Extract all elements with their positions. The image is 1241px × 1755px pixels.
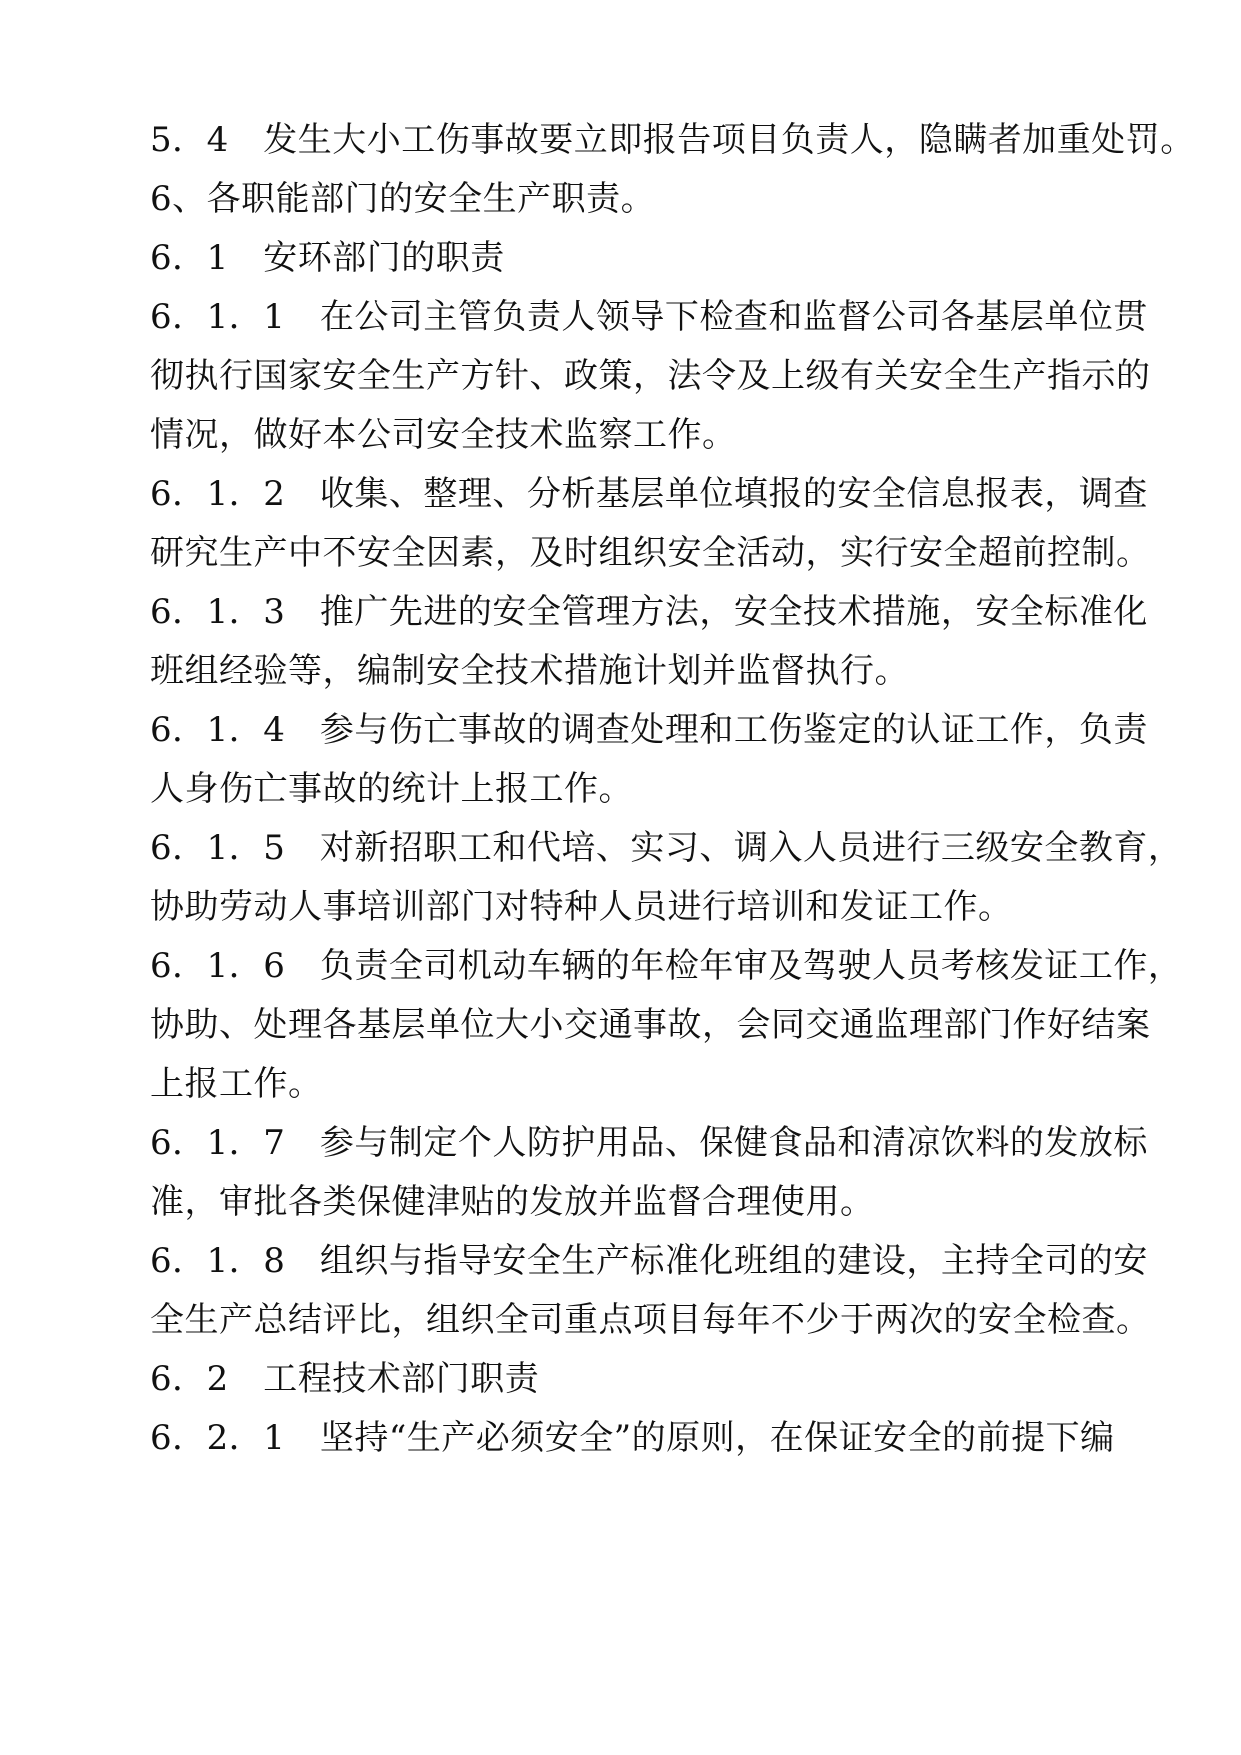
text-line: 6．1 安环部门的职责 [150, 238, 505, 278]
text-line: 6．1．4 参与伤亡事故的调查处理和工伤鉴定的认证工作，负责 [150, 710, 1148, 750]
text-line: 6．2 工程技术部门职责 [150, 1359, 540, 1399]
text-line: 6．1．1 在公司主管负责人领导下检查和监督公司各基层单位贯 [150, 297, 1148, 337]
text-line: 6．1．6 负责全司机动车辆的年检年审及驾驶人员考核发证工作， [150, 946, 1183, 986]
text-line: 6．1．5 对新招职工和代培、实习、调入人员进行三级安全教育， [150, 828, 1183, 868]
text-line: 协助劳动人事培训部门对特种人员进行培训和发证工作。 [150, 887, 1013, 927]
text-line: 人身伤亡事故的统计上报工作。 [150, 769, 633, 809]
text-line: 彻执行国家安全生产方针、政策，法令及上级有关安全生产指示的 [150, 356, 1151, 396]
text-line: 6．1．8 组织与指导安全生产标准化班组的建设，主持全司的安 [150, 1241, 1148, 1281]
text-line: 上报工作。 [150, 1064, 323, 1104]
text-line: 6、各职能部门的安全生产职责。 [150, 179, 656, 219]
text-line: 6．1．7 参与制定个人防护用品、保健食品和清凉饮料的发放标 [150, 1123, 1148, 1163]
text-line: 6．1．2 收集、整理、分析基层单位填报的安全信息报表，调查 [150, 474, 1148, 514]
text-line: 准，审批各类保健津贴的发放并监督合理使用。 [150, 1182, 875, 1222]
text-line: 6．1．3 推广先进的安全管理方法，安全技术措施，安全标准化 [150, 592, 1148, 632]
text-line: 情况，做好本公司安全技术监察工作。 [150, 415, 737, 455]
text-line: 班组经验等，编制安全技术措施计划并监督执行。 [150, 651, 909, 691]
text-line: 全生产总结评比，组织全司重点项目每年不少于两次的安全检查。 [150, 1300, 1151, 1340]
text-line: 5．4 发生大小工伤事故要立即报告项目负责人，隐瞒者加重处罚。 [150, 120, 1195, 160]
text-line: 协助、处理各基层单位大小交通事故，会同交通监理部门作好结案 [150, 1005, 1151, 1045]
text-line: 6．2．1 坚持“生产必须安全”的原则，在保证安全的前提下编 [150, 1418, 1115, 1458]
text-line: 研究生产中不安全因素，及时组织安全活动，实行安全超前控制。 [150, 533, 1151, 573]
